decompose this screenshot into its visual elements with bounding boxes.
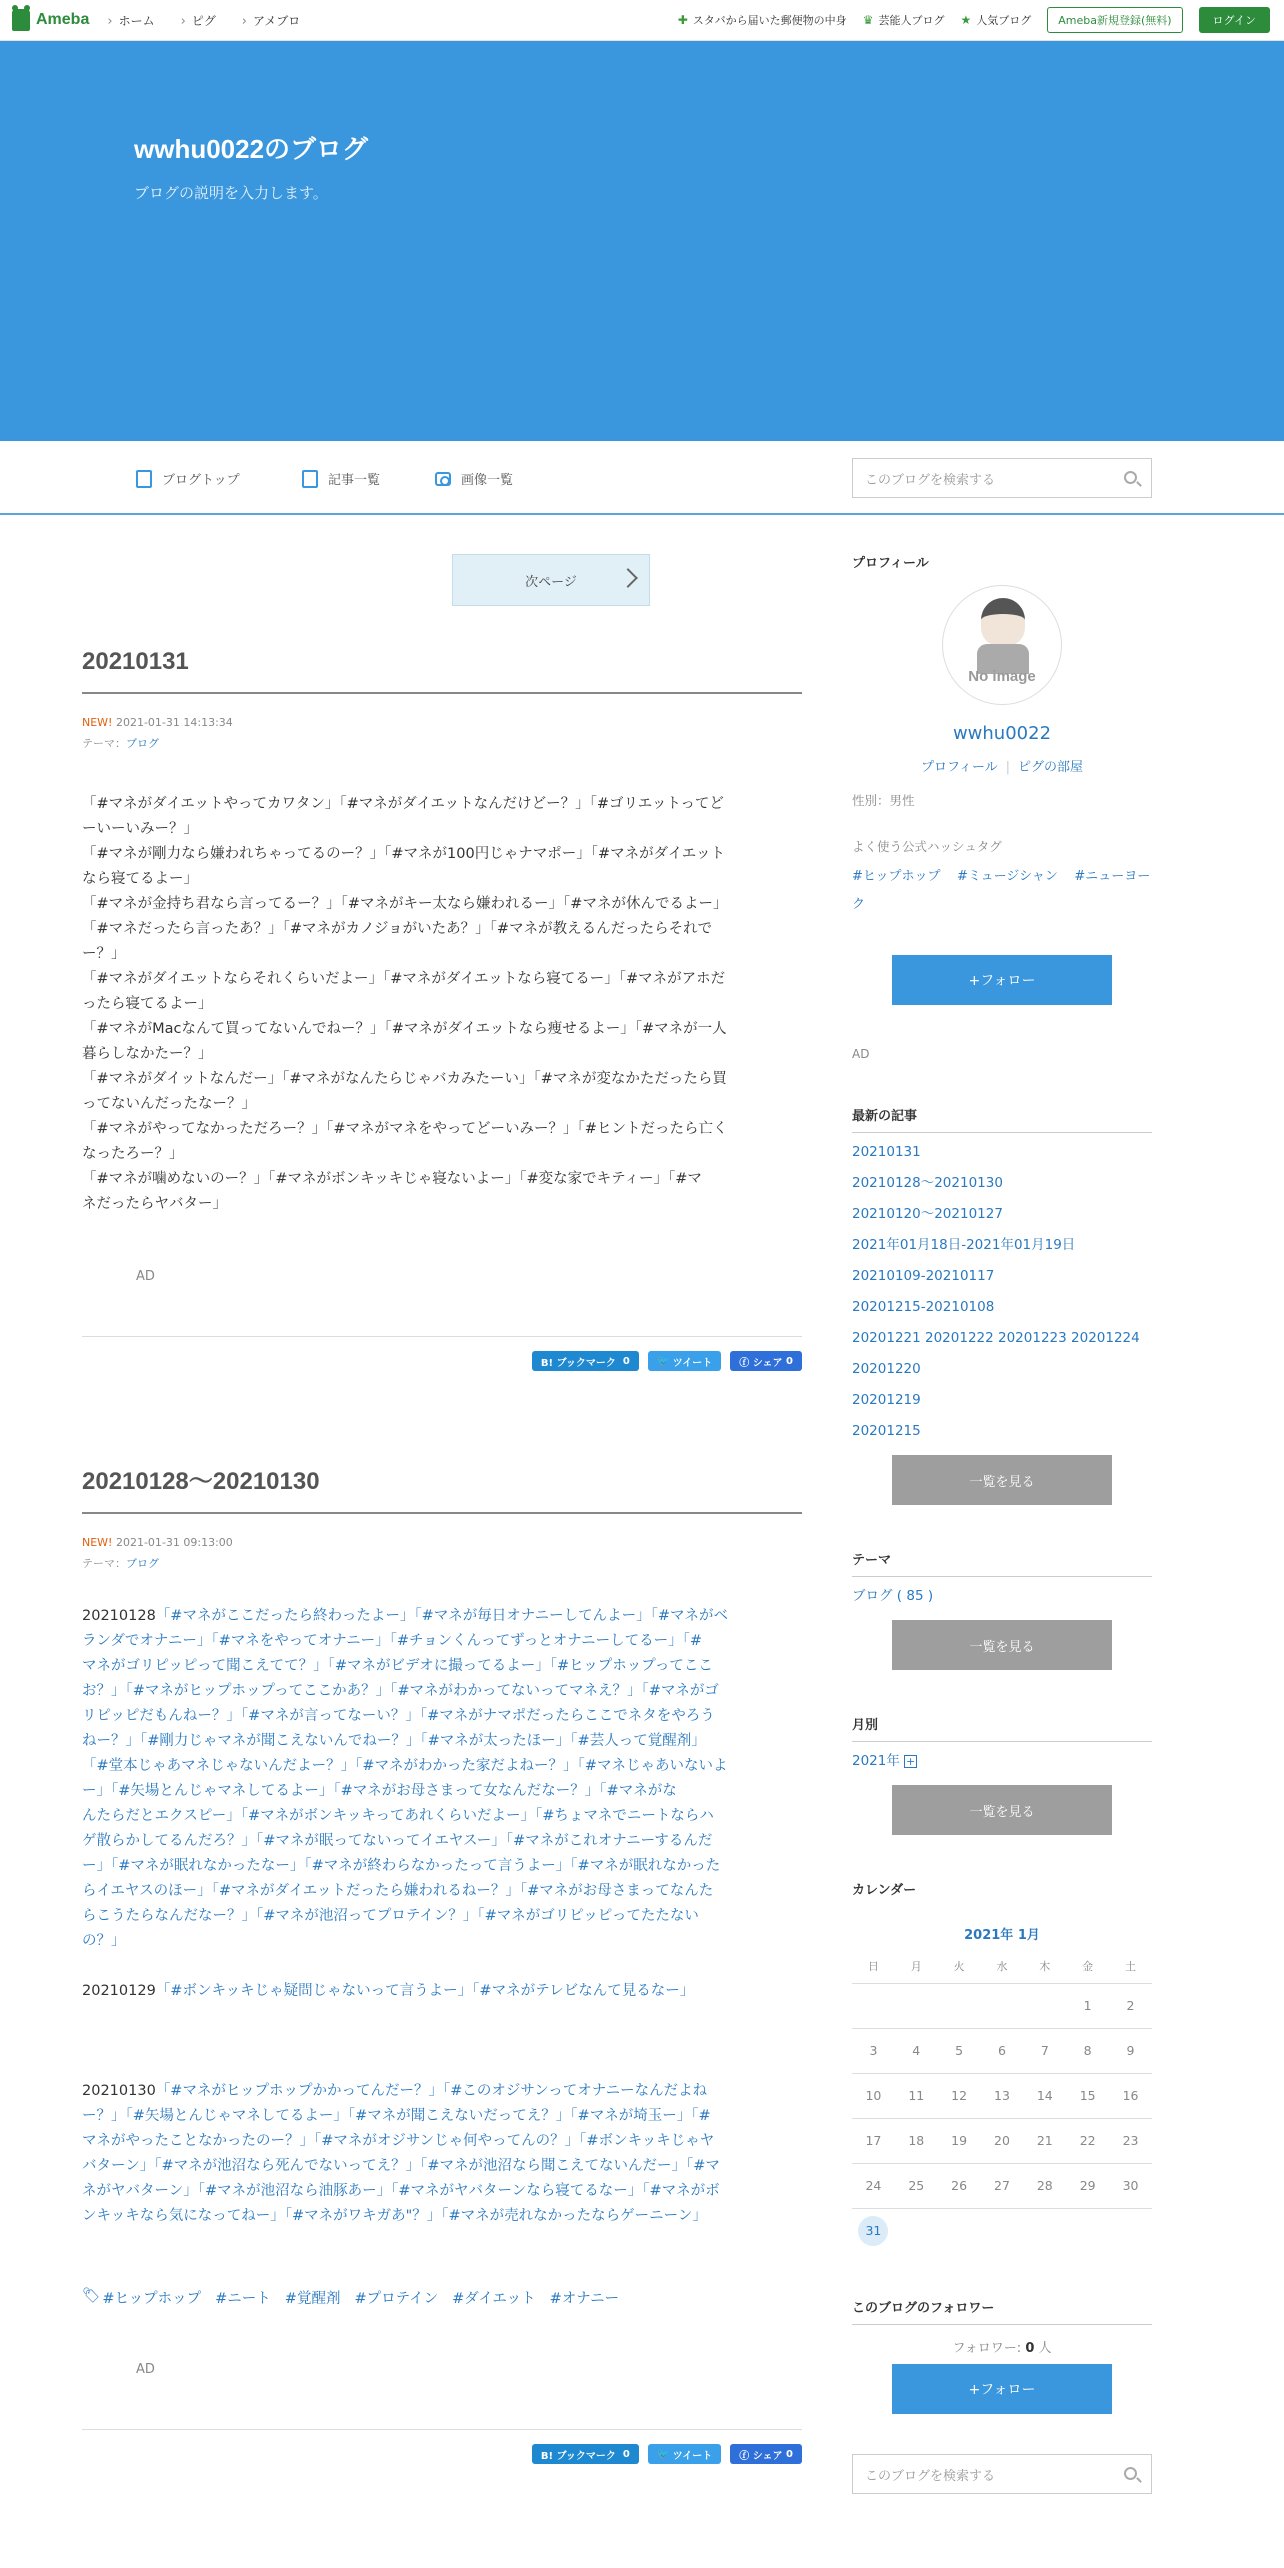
- expand-plus-icon[interactable]: +: [906, 1755, 916, 1768]
- article-title[interactable]: 20210131: [82, 648, 802, 694]
- profile-hashtag[interactable]: #ミュージシャン: [957, 869, 1058, 884]
- nav-home[interactable]: › ホーム: [107, 12, 154, 29]
- no-image-label: No image: [968, 668, 1036, 685]
- nav-label: ブログトップ: [162, 473, 240, 488]
- nav-ameblo[interactable]: › アメブロ: [242, 12, 300, 29]
- ameba-logo-icon: [12, 9, 30, 31]
- logo-text: Ameba: [36, 11, 90, 28]
- recent-entry-link[interactable]: 20201221 20201222 20201223 20201224: [852, 1330, 1140, 1346]
- hashtag-text[interactable]: リピッピだもんねー？」「#マネが言ってなーい？」「#マネがナマポだったらここでネタをやろう: [82, 1708, 715, 1724]
- link-label: スタバから届いた郵便物の中身: [692, 14, 847, 27]
- clover-icon: ✚: [677, 13, 688, 27]
- share-count: 0: [622, 1355, 630, 1367]
- calendar-day[interactable]: 23: [1109, 2118, 1152, 2163]
- article-line: 「#マネがダイエットならそれくらいだよー」「#マネがダイエットなら寝てるー」「#マネがアホだ: [82, 971, 726, 987]
- follower-unit: 人: [1038, 2341, 1052, 2356]
- share-label: シェア: [752, 1357, 783, 1369]
- search-placeholder: このブログを検索する: [865, 472, 996, 488]
- hashtag-link[interactable]: #覚醒剤: [284, 2291, 341, 2307]
- star-icon: ★: [960, 13, 972, 27]
- article-line: ったら寝てるよー」: [82, 996, 213, 1012]
- blog-title[interactable]: wwhu0022のブログ: [134, 134, 369, 164]
- calendar-day: [981, 2208, 1024, 2253]
- ad-label: AD: [852, 1047, 870, 1061]
- article-line: 「#マネがダイエットやってカワタン」「#マネがダイエットなんだけどー？」「#ゴリエットってど: [82, 796, 724, 812]
- hashtag-list: [82, 2287, 802, 2308]
- calendar-week: [852, 1983, 1152, 2028]
- share-label: ツイート: [672, 2450, 713, 2462]
- hashtag-text[interactable]: お？」「#マネがヒップホップってここかあ？」「#マネがわかってないってマネえ？」「#マネがゴ: [82, 1683, 719, 1699]
- twitter-icon: 🐦: [656, 1355, 670, 1367]
- today-marker[interactable]: 31: [858, 2216, 888, 2246]
- article: [82, 648, 802, 1371]
- hashtag-heading: よく使う公式ハッシュタグ: [852, 839, 1002, 854]
- nav-image-list[interactable]: [435, 469, 513, 488]
- theme-item[interactable]: ブログ ( 85 ): [852, 1588, 934, 1604]
- follow-button[interactable]: +フォロー: [892, 955, 1112, 1005]
- article-line: 「#マネがやってなかっただろー？」「#マネがマネをやってどーいみー？」「#ヒントだったら亡く: [82, 1121, 728, 1137]
- calendar-day: [852, 1983, 895, 2028]
- copy-icon: [302, 470, 318, 488]
- register-button[interactable]: Ameba新規登録(無料): [1047, 7, 1182, 33]
- next-page-label: 次ページ: [525, 574, 577, 590]
- calendar-day[interactable]: 4: [895, 2028, 938, 2073]
- calendar-day[interactable]: 27: [981, 2163, 1024, 2208]
- hashtag-link[interactable]: #ダイエット: [452, 2291, 536, 2307]
- hashtag-text[interactable]: らイエヤスのほー」「#マネがダイエットだったら嫌われるねー？」「#マネがお母さまってなんた: [82, 1883, 714, 1899]
- calendar-day[interactable]: 11: [895, 2073, 938, 2118]
- search-icon[interactable]: [1124, 2467, 1137, 2480]
- share-bar: [82, 1336, 802, 1371]
- calendar-day[interactable]: 9: [1109, 2028, 1152, 2073]
- calendar-day[interactable]: 13: [981, 2073, 1024, 2118]
- theme-link[interactable]: ブログ: [126, 1557, 159, 1570]
- follow-button-bottom[interactable]: +フォロー: [892, 2364, 1112, 2414]
- calendar-day[interactable]: 16: [1109, 2073, 1152, 2118]
- article-line: 「#マネがMacなんて買ってないんでねー？」「#マネがダイエットなら痩せるよー」「#マネが一人: [82, 1021, 727, 1037]
- calendar-month-title: 2021年 1月: [964, 1928, 1040, 1943]
- hashtag-text[interactable]: マネがゴリピッピって聞こえてて？」「#マネがビデオに撮ってるよー」「#ヒップホップってここ: [82, 1658, 713, 1674]
- facebook-icon: ⓕ: [739, 1357, 750, 1369]
- hashtag-text[interactable]: ンキッキなら気になってねー」「#マネがワキガあ"？」「#マネが売れなかったならゲーニーン」: [82, 2208, 707, 2224]
- date-prefix: 20210130: [82, 2083, 156, 2099]
- follower-count: 0: [1025, 2341, 1035, 2356]
- ad-label: AD: [136, 2362, 155, 2377]
- hatena-bookmark-button[interactable]: [532, 1351, 639, 1371]
- calendar-day: [938, 2208, 981, 2253]
- calendar-day: [1109, 2208, 1152, 2253]
- recent-entry-link[interactable]: 20201215: [852, 1423, 921, 1439]
- calendar-day[interactable]: 19: [938, 2118, 981, 2163]
- profile-hashtag[interactable]: #ニューヨーク: [852, 869, 1151, 912]
- profile-name[interactable]: wwhu0022: [952, 723, 1052, 744]
- calendar-heading: カレンダー: [852, 1883, 917, 1898]
- followers-heading: このブログのフォロワー: [852, 2297, 1152, 2325]
- month-item[interactable]: [852, 1746, 1152, 1777]
- hashtag-text[interactable]: 「#堂本じゃあマネじゃないんだよー？」「#マネがわかった家だよねー？」「#マネじゃあいないよ: [82, 1758, 728, 1774]
- article-body: [82, 792, 802, 1217]
- calendar-day[interactable]: 18: [895, 2118, 938, 2163]
- new-badge: NEW!: [82, 716, 113, 729]
- blog-description: ブログの説明を入力します。: [134, 184, 328, 202]
- theme-label: テーマ：: [82, 1557, 126, 1570]
- recent-entry-link[interactable]: 20210131: [852, 1144, 921, 1160]
- recent-entry-link[interactable]: 20201219: [852, 1392, 921, 1408]
- article-line: 「#マネだったら言ったあ？」「#マネがカノジョがいたあ？」「#マネが教えるんだったらそれで: [82, 921, 713, 937]
- calendar-weekday-row: [852, 1949, 1152, 1983]
- hashtag-text[interactable]: ゲ散らかしてるんだろ？」「#マネが眠ってないってイエヤスー」「#マネがこれオナニーするんだ: [82, 1833, 713, 1849]
- share-bar: [82, 2429, 802, 2464]
- pig-room-link[interactable]: ピグの部屋: [1018, 760, 1084, 775]
- date-prefix: 20210129: [82, 1983, 156, 1999]
- next-page-button[interactable]: [452, 554, 650, 606]
- hatena-bookmark-button[interactable]: [532, 2444, 639, 2464]
- facebook-share-button[interactable]: [730, 1351, 802, 1371]
- calendar-day: [1023, 1983, 1066, 2028]
- weekday-label: 水: [981, 1949, 1024, 1983]
- calendar-day[interactable]: 26: [938, 2163, 981, 2208]
- hashtag-text[interactable]: 「#マネがヒップホップかかってんだー？」「#このオジサンってオナニーなんだよね: [155, 2083, 708, 2099]
- calendar-day[interactable]: 22: [1066, 2118, 1109, 2163]
- calendar-day[interactable]: 10: [852, 2073, 895, 2118]
- weekday-label: 木: [1023, 1949, 1066, 1983]
- share-label: シェア: [752, 2450, 783, 2462]
- calendar-week: [852, 2028, 1152, 2073]
- share-label: ツイート: [672, 1357, 713, 1369]
- nav-pigg[interactable]: › ピグ: [181, 12, 216, 29]
- article-meta: [82, 1532, 802, 1574]
- recent-entry-link[interactable]: 20210120～20210127: [852, 1206, 1003, 1222]
- nav-label: 画像一覧: [461, 473, 514, 488]
- calendar-day[interactable]: 24: [852, 2163, 895, 2208]
- nav-label: 記事一覧: [328, 473, 381, 488]
- recent-list: [852, 1137, 1152, 1447]
- calendar-day: [938, 1983, 981, 2028]
- calendar-day[interactable]: 15: [1066, 2073, 1109, 2118]
- hashtag-text[interactable]: んたらだとエクスピー」「#マネがボンキッキってあれくらいだよー」「#ちょマネでニートならハ: [82, 1808, 714, 1824]
- hashtag-text[interactable]: の？」: [82, 1933, 126, 1949]
- blog-search-input[interactable]: [852, 458, 1152, 498]
- hashtag-text[interactable]: ねー？」「#剛力じゃマネが聞こえないんでねー？」「#マネが太ったほー」「#芸人って覚醒剤」: [82, 1733, 706, 1749]
- follower-label: フォロワー:: [952, 2341, 1022, 2356]
- profile-hashtag[interactable]: #ヒップホップ: [852, 869, 941, 884]
- article-line: 「#マネが剛力なら嫌われちゃってるのー？」「#マネが100円じゃナマポー」「#マネがダイエット: [82, 846, 725, 862]
- search-placeholder: このブログを検索する: [865, 2468, 996, 2484]
- see-all-theme-button[interactable]: 一覧を見る: [892, 1620, 1112, 1670]
- article-line: ー？」: [82, 946, 126, 962]
- hashtag-text[interactable]: バターン」「#マネが池沼なら死んでないってえ？」「#マネが池沼なら聞こえてないんだー」「#マ: [82, 2158, 720, 2174]
- link-starbucks[interactable]: [678, 12, 847, 28]
- link-popular-blog[interactable]: [960, 12, 1031, 28]
- avatar[interactable]: [942, 585, 1062, 705]
- calendar-day: [895, 1983, 938, 2028]
- facebook-icon: ⓕ: [739, 2450, 750, 2462]
- recent-entry-link[interactable]: 2021年01月18日-2021年01月19日: [852, 1237, 1076, 1253]
- link-celebrity-blog[interactable]: [863, 12, 945, 28]
- search-icon[interactable]: [1124, 471, 1137, 484]
- calendar-day[interactable]: 17: [852, 2118, 895, 2163]
- calendar-day: [895, 2208, 938, 2253]
- article: [82, 1461, 802, 2464]
- calendar-day[interactable]: 14: [1023, 2073, 1066, 2118]
- article-line: 暮らしなかたー？」: [82, 1046, 213, 1062]
- date-prefix: 20210128: [82, 1608, 156, 1624]
- facebook-share-button[interactable]: [730, 2444, 802, 2464]
- article-body: [82, 1604, 802, 2229]
- ameba-logo[interactable]: [12, 9, 89, 31]
- tweet-button[interactable]: [648, 2444, 721, 2464]
- calendar-day[interactable]: 8: [1066, 2028, 1109, 2073]
- recent-entry-link[interactable]: 20201220: [852, 1361, 921, 1377]
- twitter-icon: 🐦: [656, 2448, 670, 2460]
- article-meta: [82, 712, 802, 754]
- calendar-day[interactable]: 3: [852, 2028, 895, 2073]
- calendar-day: [981, 1983, 1024, 2028]
- divider: |: [1005, 760, 1011, 775]
- hashtag-text[interactable]: ネがヤバターン」「#マネが池沼なら油豚あー」「#マネがヤバターンなら寝てるなー」「#マネがボ: [82, 2183, 720, 2199]
- calendar-day: [1066, 2208, 1109, 2253]
- hashtag-text[interactable]: らこうたらなんだなー？」「#マネが池沼ってプロテイン？」「#マネがゴリピッピってたたない: [82, 1908, 699, 1924]
- recent-entry-link[interactable]: 20210109-20210117: [852, 1268, 995, 1284]
- weekday-label: 火: [938, 1949, 981, 1983]
- weekday-label: 月: [895, 1949, 938, 1983]
- hashtag-text[interactable]: ランダでオナニー」「#マネをやってオナニー」「#チョンくんってずっとオナニーしてるー」「#: [82, 1633, 703, 1649]
- article-line: 「#マネが噛めないのー？」「#マネがボンキッキじゃ寝ないよー」「#変な家でキティー」「#マ: [82, 1171, 702, 1187]
- calendar-day[interactable]: 30: [1109, 2163, 1152, 2208]
- calendar-day[interactable]: 2: [1109, 1983, 1152, 2028]
- chevron-right-icon: [618, 568, 638, 588]
- weekday-label: 金: [1066, 1949, 1109, 1983]
- global-header: [0, 0, 1284, 41]
- article-paragraph: [82, 1604, 802, 1954]
- theme-heading: テーマ: [852, 1549, 1152, 1577]
- link-label: 芸能人ブログ: [878, 14, 945, 27]
- new-badge: NEW!: [82, 1536, 113, 1549]
- calendar-day[interactable]: 29: [1066, 2163, 1109, 2208]
- hashtag-link[interactable]: #プロテイン: [354, 2291, 439, 2307]
- recent-entry-link[interactable]: 20201215-20210108: [852, 1299, 995, 1315]
- see-all-month-button[interactable]: 一覧を見る: [892, 1785, 1112, 1835]
- avatar-head: [981, 598, 1025, 646]
- camera-icon: [435, 472, 451, 486]
- theme-link[interactable]: ブログ: [126, 737, 159, 750]
- hashtag-link[interactable]: #ニート: [215, 2291, 271, 2307]
- calendar-week: [852, 2163, 1152, 2208]
- article-date: 2021-01-31 14:13:34: [115, 716, 233, 729]
- ad-label: AD: [136, 1269, 155, 1284]
- calendar-day[interactable]: 20: [981, 2118, 1024, 2163]
- article-date: 2021-01-31 09:13:00: [115, 1536, 233, 1549]
- article-paragraph: [82, 1979, 802, 2004]
- calendar-day: [1023, 2208, 1066, 2253]
- profile-link[interactable]: プロフィール: [920, 760, 998, 775]
- tag-icon: 🏷: [82, 2288, 101, 2304]
- calendar: [852, 1949, 1152, 2253]
- share-label: B! ブックマーク: [540, 1357, 616, 1369]
- document-icon: [136, 470, 152, 488]
- hashtag-link[interactable]: #ヒップホップ: [102, 2291, 202, 2307]
- weekday-label: 土: [1109, 1949, 1152, 1983]
- gender: 性別：男性: [852, 793, 915, 808]
- calendar-day[interactable]: 12: [938, 2073, 981, 2118]
- hashtag-link[interactable]: #オナニー: [549, 2291, 620, 2307]
- article-line: ってないんだったなー？」: [82, 1096, 256, 1112]
- nav-entry-list[interactable]: [302, 469, 380, 488]
- login-button[interactable]: ログイン: [1199, 7, 1270, 33]
- article-line: ネだったらヤバター」: [82, 1196, 227, 1212]
- calendar-day[interactable]: 5: [938, 2028, 981, 2073]
- link-label: 人気ブログ: [976, 14, 1032, 27]
- article-line: なら寝てるよー」: [82, 871, 198, 887]
- theme-label: テーマ：: [82, 737, 126, 750]
- calendar-day[interactable]: 6: [981, 2028, 1024, 2073]
- share-count: 0: [786, 2448, 793, 2460]
- calendar-week: [852, 2118, 1152, 2163]
- hashtag-text[interactable]: 「#ボンキッキじゃ疑問じゃないって言うよー」「#マネがテレビなんて見るなー」: [155, 1983, 695, 1999]
- article-paragraph: [82, 2079, 802, 2229]
- calendar-day[interactable]: 21: [1023, 2118, 1066, 2163]
- article-line: 「#マネがダイットなんだー」「#マネがなんたらじゃバカみたーい」「#マネが変なかただったら買: [82, 1071, 727, 1087]
- calendar-day[interactable]: 1: [1066, 1983, 1109, 2028]
- recent-heading: 最新の記事: [852, 1105, 1152, 1133]
- see-all-recent-button[interactable]: 一覧を見る: [892, 1455, 1112, 1505]
- blog-header: [0, 41, 1284, 441]
- profile-heading: プロフィール: [852, 556, 929, 571]
- month-label: 2021年: [852, 1753, 900, 1769]
- hashtag-text[interactable]: マネがやったことなかったのー？」「#マネがオジサンじゃ何やってんの？」「#ボンキッキじゃヤ: [82, 2133, 715, 2149]
- month-heading: 月別: [852, 1714, 1152, 1742]
- calendar-week: [852, 2208, 1152, 2253]
- calendar-day[interactable]: 25: [895, 2163, 938, 2208]
- share-count: 0: [622, 2448, 630, 2460]
- follower-count-row: [852, 2337, 1152, 2356]
- weekday-label: 日: [852, 1949, 895, 1983]
- hashtag-text[interactable]: ー？」「#矢場とんじゃマネしてるよー」「#マネが聞こえないだってえ？」「#マネが埼玉ー」「#: [82, 2108, 711, 2124]
- article-title[interactable]: 20210128～20210130: [82, 1461, 802, 1514]
- calendar-day[interactable]: [852, 2208, 895, 2253]
- calendar-day[interactable]: 7: [1023, 2028, 1066, 2073]
- share-label: B! ブックマーク: [540, 2450, 616, 2462]
- calendar-day[interactable]: 28: [1023, 2163, 1066, 2208]
- nav-blog-top[interactable]: [136, 469, 240, 488]
- article-line: ーいーいみー？」: [82, 821, 198, 837]
- hashtag-text[interactable]: ー」「#矢場とんじゃマネしてるよー」「#マネがお母さまって女なんだなー？」「#マネがな: [82, 1783, 677, 1799]
- hashtag-text[interactable]: 「#マネがここだったら終わったよー」「#マネが毎日オナニーしてんよー」「#マネがベ: [155, 1608, 729, 1624]
- crown-icon: ♛: [862, 13, 874, 27]
- sidebar-search-input[interactable]: [852, 2454, 1152, 2494]
- article-line: なったろー？」: [82, 1146, 184, 1162]
- sidebar: [852, 552, 1152, 2494]
- article-line: 「#マネが金持ち君なら言ってるー？」「#マネがキー太なら嫌われるー」「#マネが休んでるよー」: [82, 896, 728, 912]
- calendar-week: [852, 2073, 1152, 2118]
- tweet-button[interactable]: [648, 1351, 721, 1371]
- hashtag-text[interactable]: ー」「#マネが眠れなかったなー」「#マネが終わらなかったって言うよー」「#マネが眠れなかった: [82, 1858, 721, 1874]
- share-count: 0: [786, 1355, 793, 1367]
- recent-entry-link[interactable]: 20210128～20210130: [852, 1175, 1003, 1191]
